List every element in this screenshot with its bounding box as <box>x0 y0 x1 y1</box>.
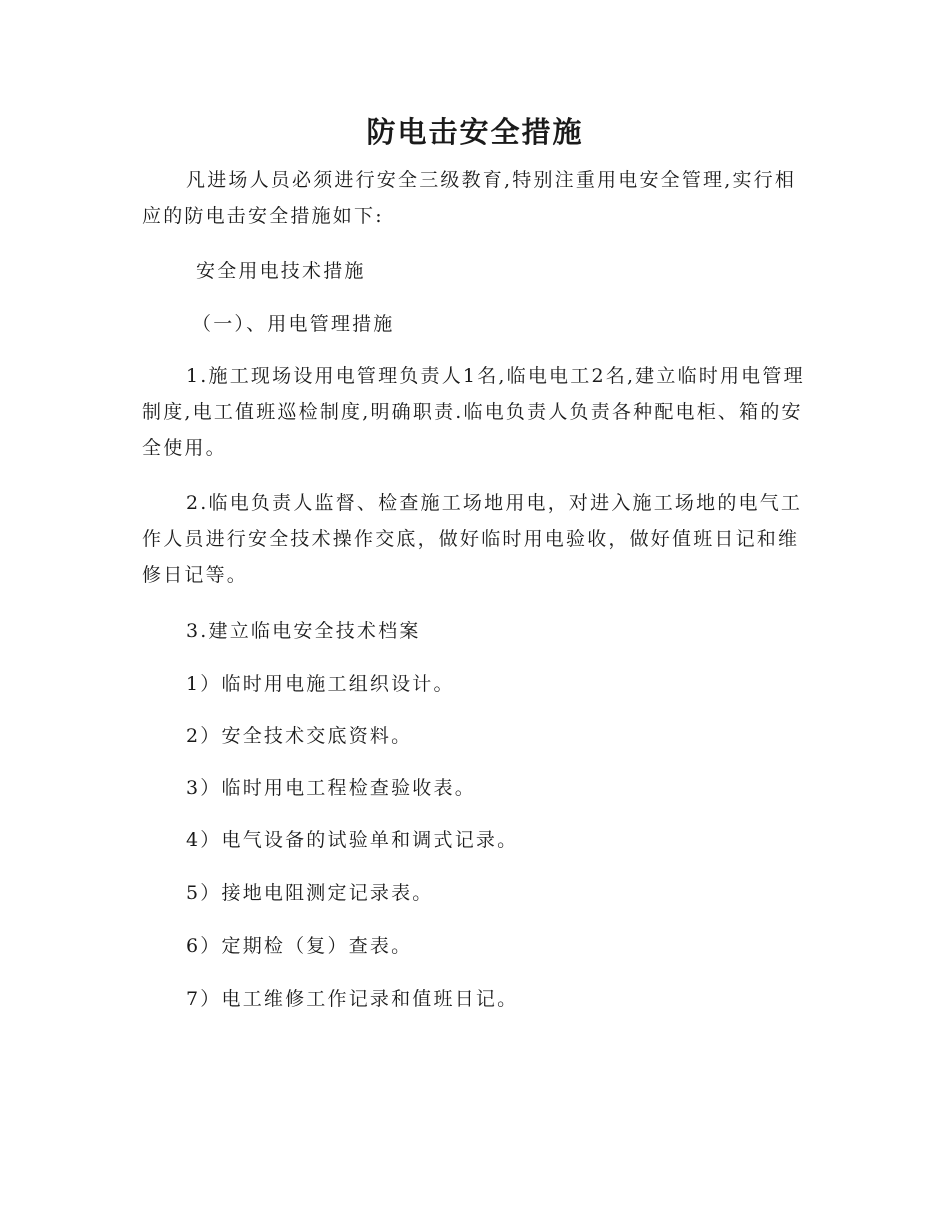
archive-item: 4）电气设备的试验单和调式记录。 <box>186 829 519 851</box>
paragraph-2: 2.临电负责人监督、检查施工场地用电，对进入施工场地的电气工作人员进行安全技术操作交底，做好临时用电验收，做好值班日记和维修日记等。 <box>142 492 803 586</box>
document-title: 防电击安全措施 <box>366 115 584 149</box>
archive-item: 2）安全技术交底资料。 <box>186 725 413 747</box>
subsection-heading: （一）、用电管理措施 <box>192 313 395 335</box>
archive-item: 3）临时用电工程检查验收表。 <box>186 777 476 799</box>
archive-item: 5）接地电阻测定记录表。 <box>186 882 434 904</box>
section-heading: 安全用电技术措施 <box>196 260 366 282</box>
archive-item: 7）电工维修工作记录和值班日记。 <box>186 988 519 1010</box>
archive-heading: 3.建立临电安全技术档案 <box>186 620 421 642</box>
archive-item: 1）临时用电施工组织设计。 <box>186 673 455 695</box>
paragraph-1: 1.施工现场设用电管理负责人1名,临电电工2名,建立临时用电管理制度,电工值班巡检制度,明确职责.临电负责人负责各种配电柜、箱的安全使用。 <box>142 365 805 459</box>
intro-paragraph: 凡进场人员必须进行安全三级教育,特别注重用电安全管理,实行相应的防电击安全措施如下: <box>142 169 797 227</box>
archive-item: 6）定期检（复）查表。 <box>186 935 413 957</box>
